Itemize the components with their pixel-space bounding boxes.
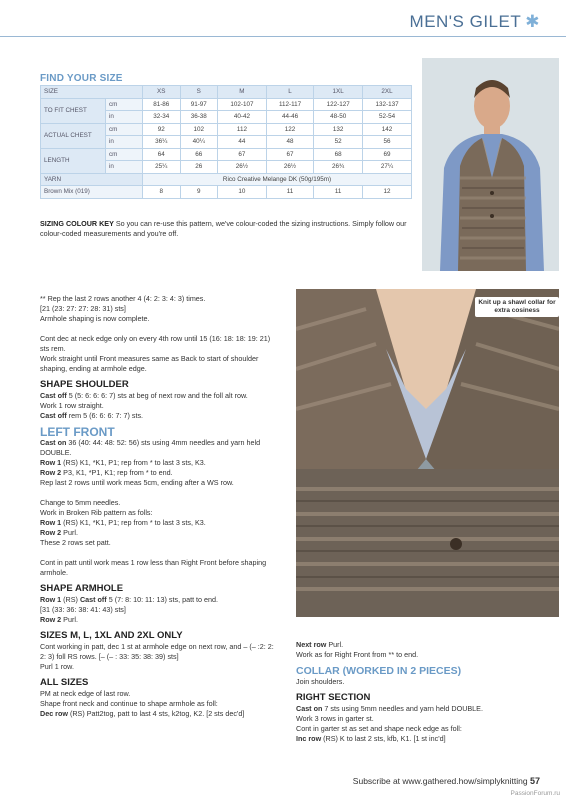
- text: (RS) K1, *K1, P1; rep from * to last 3 sts, K3.: [61, 458, 206, 467]
- instruction: [40, 528, 280, 538]
- size-2xl: 2XL: [363, 86, 412, 99]
- table-cell: 122-127: [314, 98, 363, 111]
- snowflake-icon: ✱: [525, 12, 540, 31]
- instruction: [31 (33: 36: 38: 41: 43) sts]: [40, 605, 126, 614]
- instruction: Purl 1 row.: [40, 662, 74, 671]
- length-cm-row: [41, 148, 412, 161]
- term: Cast on: [296, 704, 323, 713]
- size-1xl: 1XL: [314, 86, 363, 99]
- term: Row 2: [40, 468, 62, 477]
- text: P3, K1, *P1, K1; rep from * to end.: [61, 468, 173, 477]
- spacer: [40, 324, 280, 334]
- table-cell: 56: [363, 136, 412, 149]
- table-cell: 52-54: [363, 111, 412, 124]
- page-title-text: MEN'S GILET: [409, 12, 522, 31]
- photo-caption: Knit up a shawl collar for extra cosiness: [475, 297, 559, 317]
- instruction: Rep last 2 rows until work meas 5cm, ending after a WS row.: [40, 478, 234, 487]
- heading-shape-armhole: SHAPE ARMHOLE: [40, 583, 124, 594]
- instruction: [40, 458, 280, 468]
- text: rem 5 (6: 6: 6: 7: 7) sts.: [66, 411, 144, 420]
- instruction: [40, 615, 280, 625]
- term: Inc row: [296, 734, 322, 743]
- table-cell: 81-86: [143, 98, 181, 111]
- table-cell: 92: [143, 123, 181, 136]
- instruction: Work as for Right Front from ** to end.: [296, 650, 419, 659]
- text: 5 (7: 8: 10: 11: 13) sts, patt to end.: [106, 595, 219, 604]
- table-cell: 26½: [218, 161, 267, 174]
- table-cell: 102: [180, 123, 218, 136]
- table-cell: 27¼: [363, 161, 412, 174]
- instruction: [296, 704, 559, 714]
- table-cell: 112-117: [266, 98, 313, 111]
- instruction: [296, 640, 559, 650]
- table-cell: 64: [143, 148, 181, 161]
- instruction: Work straight until Front measures same as Back to start of shoulder shaping, ending at armhole edge.: [40, 354, 259, 373]
- instruction: PM at neck edge of last row.: [40, 689, 131, 698]
- table-cell: 10: [218, 186, 267, 199]
- unit-in: in: [106, 111, 143, 124]
- table-cell: 11: [314, 186, 363, 199]
- instruction: Shape front neck and continue to shape armhole as foll:: [40, 699, 218, 708]
- instruction: Work 3 rows in garter st.: [296, 714, 374, 723]
- text: Purl.: [61, 615, 78, 624]
- term: Dec row: [40, 709, 68, 718]
- term: Cast off: [79, 595, 107, 604]
- instruction: [40, 438, 280, 458]
- unit-cm: cm: [106, 123, 143, 136]
- collar-illustration: [296, 289, 559, 617]
- table-cell: 36¼: [143, 136, 181, 149]
- left-column: [40, 294, 280, 719]
- instruction: Work in Broken Rib pattern as folls:: [40, 508, 153, 517]
- heading-left-front: LEFT FRONT: [40, 425, 115, 439]
- table-cell: 91-97: [180, 98, 218, 111]
- size-m: M: [218, 86, 267, 99]
- brown-row: [41, 186, 412, 199]
- table-cell: 48: [266, 136, 313, 149]
- table-cell: 11: [266, 186, 313, 199]
- spacer: [40, 548, 280, 558]
- heading-all-sizes: ALL SIZES: [40, 677, 89, 688]
- size-xs: XS: [143, 86, 181, 99]
- instruction: These 2 rows set patt.: [40, 538, 111, 547]
- instruction: ** Rep the last 2 rows another 4 (4: 2: 3: 4: 3) times.: [40, 294, 206, 303]
- text: (RS) K1, *K1, P1; rep from * to last 3 sts, K3.: [61, 518, 206, 527]
- table-cell: 25¼: [143, 161, 181, 174]
- watermark: PassionForum.ru: [510, 790, 560, 797]
- term: Cast on: [40, 438, 67, 447]
- table-cell: 40-42: [218, 111, 267, 124]
- instruction: [40, 468, 280, 478]
- sizing-colour-key: [40, 219, 412, 239]
- size-table: [40, 85, 412, 199]
- text: (RS) K to last 2 sts, kfb, K1. [1 st inc'd]: [321, 734, 446, 743]
- table-cell: 52: [314, 136, 363, 149]
- row-label-length: LENGTH: [41, 148, 106, 173]
- instruction: Cont working in patt, dec 1 st at armhole edge on next row, and – (– :2: 2: 2: 3) foll RS rows. [– (– : 33: 35: 38: 39) sts]: [40, 642, 274, 661]
- table-cell: 36-38: [180, 111, 218, 124]
- table-cell: 40¼: [180, 136, 218, 149]
- size-s: S: [180, 86, 218, 99]
- key-text: So you can re-use this pattern, we've colour-coded the sizing instructions. Simply follow our colour-coded measurements and you're off.: [40, 219, 407, 238]
- term: Cast off: [40, 391, 67, 400]
- table-cell: 12: [363, 186, 412, 199]
- instruction: Join shoulders.: [296, 677, 345, 686]
- instruction: Armhole shaping is now complete.: [40, 314, 150, 323]
- table-cell: 122: [266, 123, 313, 136]
- table-cell: 48-50: [314, 111, 363, 124]
- table-cell: 67: [266, 148, 313, 161]
- collar-closeup-photo: [296, 289, 559, 617]
- unit-cm: cm: [106, 98, 143, 111]
- instruction: [40, 595, 280, 605]
- size-l: L: [266, 86, 313, 99]
- heading-sizes-only: SIZES M, L, 1XL AND 2XL ONLY: [40, 630, 183, 641]
- model-illustration: [422, 58, 559, 271]
- instruction: [40, 518, 280, 528]
- text: 7 sts using 5mm needles and yarn held DOUBLE.: [322, 704, 483, 713]
- key-title: SIZING COLOUR KEY: [40, 219, 114, 228]
- unit-in: in: [106, 136, 143, 149]
- unit-in: in: [106, 161, 143, 174]
- row-label-to-fit-chest: TO FIT CHEST: [41, 98, 106, 123]
- text: 36 (40: 44: 48: 52: 56) sts using 4mm needles and yarn held DOUBLE.: [40, 438, 261, 457]
- table-cell: 26¾: [314, 161, 363, 174]
- table-cell: 112: [218, 123, 267, 136]
- brown-label: Brown Mix (019): [41, 186, 143, 199]
- table-cell: 68: [314, 148, 363, 161]
- term: Row 1: [40, 518, 62, 527]
- heading-collar: COLLAR (WORKED IN 2 PIECES): [296, 665, 462, 677]
- table-cell: 44: [218, 136, 267, 149]
- subscribe-link[interactable]: Subscribe at www.gathered.how/simplyknitting: [352, 776, 528, 786]
- table-cell: 142: [363, 123, 412, 136]
- spacer: [40, 488, 280, 498]
- find-your-size-heading: FIND YOUR SIZE: [40, 73, 123, 84]
- table-cell: 26: [180, 161, 218, 174]
- term: Row 1: [40, 458, 62, 467]
- actual-cm-row: [41, 123, 412, 136]
- table-cell: 67: [218, 148, 267, 161]
- text: Purl.: [326, 640, 344, 649]
- instruction: Cont in garter st as set and shape neck edge as foll:: [296, 724, 462, 733]
- table-cell: 69: [363, 148, 412, 161]
- table-cell: 132-137: [363, 98, 412, 111]
- instruction: [296, 734, 559, 744]
- text: (RS): [61, 595, 80, 604]
- term: Next row: [296, 640, 327, 649]
- instruction: [21 (23: 27: 27: 28: 31) sts]: [40, 304, 126, 313]
- text: 5 (5: 6: 6: 6: 7) sts at beg of next row and the foll alt row.: [66, 391, 248, 400]
- yarn-label: YARN: [41, 173, 143, 186]
- yarn-row: [41, 173, 412, 186]
- row-label-actual-chest: ACTUAL CHEST: [41, 123, 106, 148]
- table-cell: 9: [180, 186, 218, 199]
- instruction: Cont in patt until work meas 1 row less than Right Front before shaping armhole.: [40, 558, 267, 577]
- table-cell: 44-46: [266, 111, 313, 124]
- table-cell: 8: [143, 186, 181, 199]
- table-cell: 32-34: [143, 111, 181, 124]
- instruction: [40, 411, 280, 421]
- chest-cm-row: [41, 98, 412, 111]
- model-photo: [422, 58, 559, 271]
- text: (RS) Patt2tog, patt to last 4 sts, k2tog, K2. [2 sts dec'd]: [67, 709, 245, 718]
- instruction: [40, 709, 280, 719]
- text: Purl.: [61, 528, 78, 537]
- heading-right-section: RIGHT SECTION: [296, 692, 371, 703]
- term: Row 2: [40, 528, 62, 537]
- instruction: Change to 5mm needles.: [40, 498, 121, 507]
- yarn-value: Rico Creative Melange DK (50g/195m): [143, 173, 412, 186]
- table-cell: 66: [180, 148, 218, 161]
- instruction: Cont dec at neck edge only on every 4th row until 15 (16: 18: 18: 19: 21) sts rem.: [40, 334, 271, 353]
- term: Row 2: [40, 615, 62, 624]
- right-column: [296, 640, 559, 744]
- term: Row 1: [40, 595, 62, 604]
- unit-cm: cm: [106, 148, 143, 161]
- heading-shape-shoulder: SHAPE SHOULDER: [40, 379, 129, 390]
- term: Cast off: [40, 411, 67, 420]
- footer: [353, 776, 540, 786]
- table-cell: 102-107: [218, 98, 267, 111]
- instruction: [40, 391, 280, 401]
- header-divider: [0, 36, 566, 37]
- table-cell: 26½: [266, 161, 313, 174]
- table-cell: 132: [314, 123, 363, 136]
- page-number: 57: [529, 776, 540, 786]
- instruction: Work 1 row straight.: [40, 401, 104, 410]
- size-header-row: [41, 86, 412, 99]
- size-label: SIZE: [41, 86, 143, 99]
- page-title: [410, 12, 540, 32]
